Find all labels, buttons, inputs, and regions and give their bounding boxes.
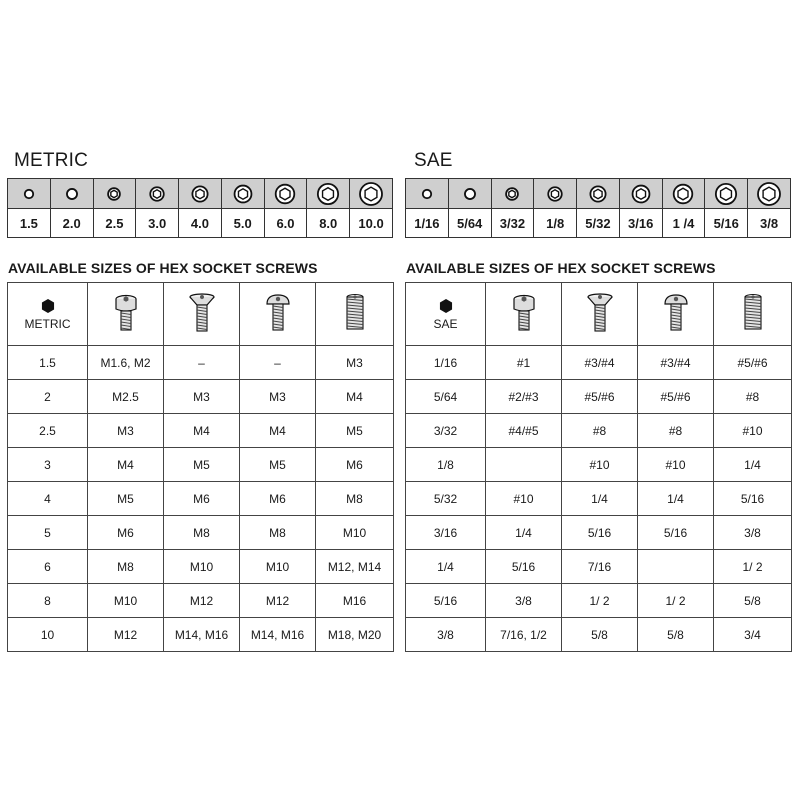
screw-size-cell: 7/16 <box>562 550 638 584</box>
screw-size-cell: 5/16 <box>562 516 638 550</box>
metric-size-strip <box>7 178 393 238</box>
screw-size-cell: #8 <box>638 414 714 448</box>
table-row <box>406 448 792 482</box>
screw-size-cell: #8 <box>562 414 638 448</box>
button-head-screw-icon <box>661 292 691 336</box>
screw-size-cell: M6 <box>240 482 316 516</box>
hex-socket-icon <box>102 182 126 206</box>
hex-socket-icon <box>757 182 781 206</box>
sae-size-strip <box>405 178 791 238</box>
screw-type-header <box>714 283 792 346</box>
hex-socket-icon <box>273 182 297 206</box>
screw-size-cell: M8 <box>316 482 394 516</box>
hex-size-icon-cell <box>491 179 534 209</box>
hex-size-icon-cell <box>534 179 577 209</box>
screw-size-cell: M14, M16 <box>240 618 316 652</box>
size-system-label: SAE <box>433 316 458 331</box>
hex-size-cell: 3 <box>8 448 88 482</box>
screw-size-cell: 1/4 <box>714 448 792 482</box>
table-row <box>8 550 394 584</box>
hex-size-cell: 6 <box>8 550 88 584</box>
hex-size-icon-cell <box>307 179 350 209</box>
screw-size-cell: #8 <box>714 380 792 414</box>
hex-size-icon-cell <box>350 179 393 209</box>
hex-size-label: 5.0 <box>221 209 264 238</box>
hex-size-label: 8.0 <box>307 209 350 238</box>
table-row <box>8 448 394 482</box>
screw-size-cell: 5/16 <box>486 550 562 584</box>
hex-size-cell: 5/64 <box>406 380 486 414</box>
table-row <box>8 482 394 516</box>
hex-size-cell: 5 <box>8 516 88 550</box>
screw-size-cell: M12 <box>88 618 164 652</box>
hex-size-icon-cell <box>406 179 449 209</box>
table-row <box>406 414 792 448</box>
sae-icon-row <box>406 179 791 209</box>
screw-size-cell: M4 <box>240 414 316 448</box>
hex-size-cell: 3/16 <box>406 516 486 550</box>
set-screw-icon <box>738 292 768 336</box>
hex-size-cell: 5/16 <box>406 584 486 618</box>
hex-size-cell: 1/4 <box>406 550 486 584</box>
hex-socket-icon <box>458 182 482 206</box>
screw-size-cell: M3 <box>240 380 316 414</box>
hex-socket-icon <box>586 182 610 206</box>
screw-size-cell: M6 <box>164 482 240 516</box>
screw-size-cell: 5/8 <box>714 584 792 618</box>
screw-type-header <box>486 283 562 346</box>
screw-size-cell: M5 <box>240 448 316 482</box>
hex-size-label: 1/16 <box>406 209 449 238</box>
screw-size-cell: #10 <box>714 414 792 448</box>
hex-solid-icon <box>438 298 454 314</box>
screw-size-cell: M12 <box>240 584 316 618</box>
hex-size-cell: 8 <box>8 584 88 618</box>
table-row <box>406 380 792 414</box>
hex-size-cell: 5/32 <box>406 482 486 516</box>
sae-heading: AVAILABLE SIZES OF HEX SOCKET SCREWS <box>406 260 716 276</box>
screw-size-cell: M8 <box>240 516 316 550</box>
screw-type-header <box>638 283 714 346</box>
hex-size-cell: 1.5 <box>8 346 88 380</box>
screw-size-cell: #3/#4 <box>562 346 638 380</box>
screw-type-header <box>562 283 638 346</box>
screw-size-cell: 3/8 <box>714 516 792 550</box>
screw-size-cell: #5/#6 <box>638 380 714 414</box>
screw-size-cell: 1/ 2 <box>714 550 792 584</box>
metric-table <box>7 282 394 652</box>
table-row <box>406 346 792 380</box>
hex-size-label: 6.0 <box>264 209 307 238</box>
hex-size-label: 3/16 <box>619 209 662 238</box>
screw-size-cell: M4 <box>316 380 394 414</box>
table-row <box>8 414 394 448</box>
screw-size-cell: M18, M20 <box>316 618 394 652</box>
hex-size-label: 3/32 <box>491 209 534 238</box>
screw-size-cell: M8 <box>164 516 240 550</box>
hex-size-label: 4.0 <box>179 209 222 238</box>
screw-size-cell: M6 <box>316 448 394 482</box>
screw-size-cell: M10 <box>316 516 394 550</box>
screw-size-cell: #1 <box>486 346 562 380</box>
screw-size-cell: M12 <box>164 584 240 618</box>
screw-size-cell <box>638 550 714 584</box>
table-row <box>406 482 792 516</box>
socket-cap-screw-icon <box>509 292 539 336</box>
hex-size-cell: 10 <box>8 618 88 652</box>
screw-size-cell: M8 <box>88 550 164 584</box>
metric-label-row <box>8 209 393 238</box>
hex-socket-icon <box>629 182 653 206</box>
table-row <box>406 550 792 584</box>
hex-size-icon-cell <box>264 179 307 209</box>
screw-size-cell: M5 <box>164 448 240 482</box>
hex-socket-icon <box>671 182 695 206</box>
sae-label-row <box>406 209 791 238</box>
hex-socket-icon <box>188 182 212 206</box>
screw-size-cell <box>486 448 562 482</box>
screw-size-cell: M6 <box>88 516 164 550</box>
screw-size-cell: M16 <box>316 584 394 618</box>
hex-socket-icon <box>543 182 567 206</box>
table-row <box>8 516 394 550</box>
screw-size-cell: #2/#3 <box>486 380 562 414</box>
metric-heading: AVAILABLE SIZES OF HEX SOCKET SCREWS <box>8 260 318 276</box>
socket-cap-screw-icon <box>111 292 141 336</box>
size-system-header <box>8 283 88 346</box>
hex-size-label: 5/64 <box>448 209 491 238</box>
hex-socket-icon <box>714 182 738 206</box>
hex-size-label: 3/8 <box>748 209 791 238</box>
hex-size-label: 10.0 <box>350 209 393 238</box>
sae-title: SAE <box>414 150 453 171</box>
screw-size-cell: M12, M14 <box>316 550 394 584</box>
hex-socket-icon <box>359 182 383 206</box>
screw-size-cell: M4 <box>164 414 240 448</box>
metric-icon-row <box>8 179 393 209</box>
screw-size-cell: 5/16 <box>714 482 792 516</box>
table-row <box>8 380 394 414</box>
hex-size-label: 5/16 <box>705 209 748 238</box>
screw-size-cell: M5 <box>316 414 394 448</box>
hex-size-icon-cell <box>748 179 791 209</box>
hex-size-icon-cell <box>221 179 264 209</box>
screw-type-header <box>316 283 394 346</box>
hex-size-icon-cell <box>50 179 93 209</box>
hex-size-label: 1 /4 <box>662 209 705 238</box>
size-system-header <box>406 283 486 346</box>
screw-size-cell: M10 <box>240 550 316 584</box>
screw-size-cell: #10 <box>562 448 638 482</box>
hex-size-icon-cell <box>619 179 662 209</box>
screw-size-cell: M10 <box>164 550 240 584</box>
hex-solid-icon <box>40 298 56 314</box>
screw-size-cell: M14, M16 <box>164 618 240 652</box>
button-head-screw-icon <box>263 292 293 336</box>
hex-size-label: 2.0 <box>50 209 93 238</box>
screw-size-cell: 1/4 <box>486 516 562 550</box>
hex-size-icon-cell <box>448 179 491 209</box>
table-header-row <box>8 283 394 346</box>
hex-socket-icon <box>316 182 340 206</box>
screw-size-cell: 7/16, 1/2 <box>486 618 562 652</box>
hex-size-label: 5/32 <box>577 209 620 238</box>
screw-size-cell: #5/#6 <box>562 380 638 414</box>
hex-size-cell: 2.5 <box>8 414 88 448</box>
set-screw-icon <box>340 292 370 336</box>
size-system-label: METRIC <box>24 316 71 331</box>
screw-size-cell: M5 <box>88 482 164 516</box>
screw-size-cell: 5/8 <box>562 618 638 652</box>
hex-size-label: 3.0 <box>136 209 179 238</box>
screw-type-header <box>240 283 316 346</box>
hex-size-icon-cell <box>8 179 51 209</box>
hex-size-icon-cell <box>577 179 620 209</box>
flat-head-screw-icon <box>585 292 615 336</box>
hex-size-icon-cell <box>705 179 748 209</box>
table-row <box>8 618 394 652</box>
hex-size-label: 1.5 <box>8 209 51 238</box>
screw-size-cell: 3/8 <box>486 584 562 618</box>
screw-size-cell: M3 <box>164 380 240 414</box>
screw-size-cell: 5/16 <box>638 516 714 550</box>
screw-size-cell: #5/#6 <box>714 346 792 380</box>
hex-size-cell: 4 <box>8 482 88 516</box>
hex-size-label: 1/8 <box>534 209 577 238</box>
hex-socket-icon <box>231 182 255 206</box>
screw-size-cell: #4/#5 <box>486 414 562 448</box>
hex-size-icon-cell <box>179 179 222 209</box>
hex-size-icon-cell <box>136 179 179 209</box>
screw-size-cell: M2.5 <box>88 380 164 414</box>
table-row <box>8 346 394 380</box>
screw-size-cell: 3/4 <box>714 618 792 652</box>
hex-size-cell: 1/8 <box>406 448 486 482</box>
sae-table <box>405 282 792 652</box>
screw-size-cell: #3/#4 <box>638 346 714 380</box>
hex-size-icon-cell <box>662 179 705 209</box>
screw-size-cell: – <box>164 346 240 380</box>
hex-size-label: 2.5 <box>93 209 136 238</box>
screw-size-cell: #10 <box>486 482 562 516</box>
hex-size-icon-cell <box>93 179 136 209</box>
screw-size-cell: M1.6, M2 <box>88 346 164 380</box>
screw-size-cell: 1/4 <box>638 482 714 516</box>
screw-size-cell: M3 <box>316 346 394 380</box>
screw-size-cell: 5/8 <box>638 618 714 652</box>
hex-socket-icon <box>17 182 41 206</box>
screw-type-header <box>164 283 240 346</box>
table-header-row <box>406 283 792 346</box>
hex-size-cell: 3/32 <box>406 414 486 448</box>
table-row <box>8 584 394 618</box>
hex-size-cell: 1/16 <box>406 346 486 380</box>
screw-size-cell: 1/ 2 <box>638 584 714 618</box>
hex-size-cell: 3/8 <box>406 618 486 652</box>
hex-socket-icon <box>415 182 439 206</box>
hex-socket-icon <box>500 182 524 206</box>
hex-size-cell: 2 <box>8 380 88 414</box>
screw-type-header <box>88 283 164 346</box>
screw-size-cell: #10 <box>638 448 714 482</box>
metric-title: METRIC <box>14 150 89 171</box>
screw-size-cell: M4 <box>88 448 164 482</box>
screw-size-cell: 1/ 2 <box>562 584 638 618</box>
screw-size-cell: – <box>240 346 316 380</box>
screw-size-cell: M3 <box>88 414 164 448</box>
hex-socket-icon <box>145 182 169 206</box>
flat-head-screw-icon <box>187 292 217 336</box>
table-row <box>406 618 792 652</box>
screw-size-cell: 1/4 <box>562 482 638 516</box>
table-row <box>406 516 792 550</box>
screw-size-cell: M10 <box>88 584 164 618</box>
table-row <box>406 584 792 618</box>
hex-socket-icon <box>60 182 84 206</box>
